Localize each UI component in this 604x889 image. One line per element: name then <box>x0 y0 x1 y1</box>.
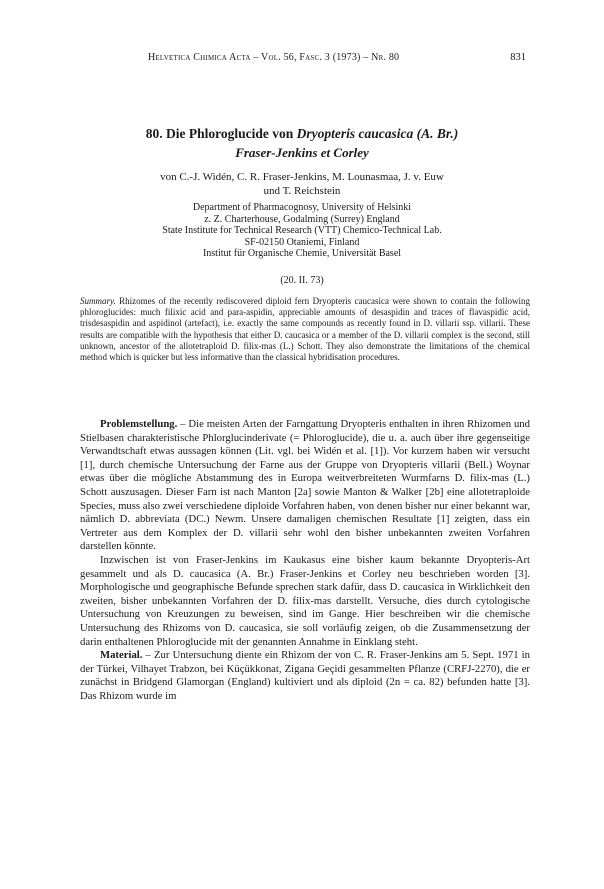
title-species: Dryopteris caucasica (A. Br.) <box>296 126 459 141</box>
received-date: (20. II. 73) <box>280 275 324 286</box>
section-heading-material: Material. <box>100 649 143 662</box>
article-body <box>80 418 530 703</box>
title-roman: 80. Die Phloroglucide von <box>145 126 297 141</box>
title-authority: Fraser-Jenkins et Corley <box>235 145 369 160</box>
summary-text: Rhizomes of the recently rediscovered diploid fern Dryopteris caucasica were shown to contain the following phloroglucides: much filixic acid and para-aspidin, appreciable amounts of desaspidin and traces of flavaspidic acid, trisdesaspidin and aspidinol (artefact), i.e. exactly the same compounds as recently found in D. villarii ssp. villarii. These results are compatible with the hypothesis that either D. caucasica or a member of the D. villarii complex is the second, still unknown, ancestor of the allotetraploid D. filix-mas (L.) Schott. They also demonstrate the limitations of the chemical method which is quicker but less informative than the classical hybridisation procedures. <box>80 296 530 363</box>
authors-line-2: und T. Reichstein <box>263 185 341 197</box>
authors-line-1: von C.-J. Widén, C. R. Fraser-Jenkins, M. Lounasmaa, J. v. Euw <box>160 171 444 183</box>
summary-block <box>80 296 530 363</box>
affiliation-line: Institut für Organische Chemie, Universität Basel <box>202 248 402 259</box>
paragraph-text: – Zur Untersuchung diente ein Rhizom der von C. R. Fraser-Jenkins am 5. Sept. 1971 in der Türkei, Vilhayet Trabzon, bei Küçükkonat, Zigana Geçidi gesammelten Pflanze (CRFJ-2270), die er zunächst in Bridgend Glamorgan (England) kultiviert und als diploid (2n = ca. 82) befunden hatte [3]. Das Rhizom wurde im <box>80 649 530 702</box>
paragraph: Inzwischen ist von Fraser-Jenkins im Kaukasus eine bisher kaum bekannte Dryopteris-Art gesammelt und als D. caucasica (A. Br.) Fraser-Jenkins et Corley neu beschrieben worden [3]. Morphologische und geographische Befunde sprechen stark dafür, dass D. caucasica in Wirklichkeit den zweiten, bisher unbekannten Vorfahren der D. filix-mas darstellt. Versuche, dies durch cytologische Untersuchung von Kreuzungen zu beweisen, sind im Gange. Hier beschreiben wir die chemische Untersuchung des Rhizoms von D. caucasica, sie soll vorläufig zeigen, ob die Zusammensetzung der darin enthaltenen Phloroglucide mit der genannten Annahme in Einklang steht. <box>80 553 530 648</box>
article-title <box>0 125 604 142</box>
affiliation-line: SF-02150 Otaniemi, Finland <box>244 236 360 248</box>
section-heading-problem: Problemstellung. <box>100 418 178 430</box>
paragraph-text: – Die meisten Arten der Farngattung Dryopteris enthalten in ihren Rhizomen und Stielbasen charakteristische Phlorglucinderivate (= Phloroglucide), die u. a. auch über ihre gegenseitige Verwandtschaft etwas aussagen können (Lit. vgl. bei Widén et al. [1]). Vor kurzem haben wir versucht [1], durch chemische Untersuchung der Farne aus der Gruppe von Dryopteris villarii (Bell.) Woynar etwas über die mögliche Abstammung des in Europa weitverbreiteten Wurmfarns D. filix-mas (L.) Schott auszusagen. Dieser Farn ist nach Manton [2a] sowie Manton & Walker [2b] eine allotetraploide Species, muss also zwei verschiedene diploide Vorfahren haben, von denen bisher nur einer bekannt war, nämlich D. abbreviata (DC.) Newm. Unsere damaligen chemischen Resultate [1] zeigten, dass ein Vertreter aus dem Komplex der D. villarii sehr wohl den bisher unbekannten zweiten Vorfahren darstellen könnte. <box>80 418 530 553</box>
affiliation-line: Department of Pharmacognosy, University of Helsinki <box>192 202 412 213</box>
affiliation-line: z. Z. Charterhouse, Godalming (Surrey) England <box>204 213 400 225</box>
page-number: 831 <box>510 52 526 63</box>
running-head: Helvetica Chimica Acta – Vol. 56, Fasc. 3 (1973) – Nr. 80 <box>148 52 400 63</box>
affiliation-line: State Institute for Technical Research (VTT) Chemico-Technical Lab. <box>162 225 442 236</box>
affiliations <box>0 202 604 260</box>
author-list <box>0 170 604 198</box>
summary-label: Summary. <box>80 296 116 306</box>
paragraph <box>80 418 530 554</box>
paragraph <box>80 649 530 703</box>
